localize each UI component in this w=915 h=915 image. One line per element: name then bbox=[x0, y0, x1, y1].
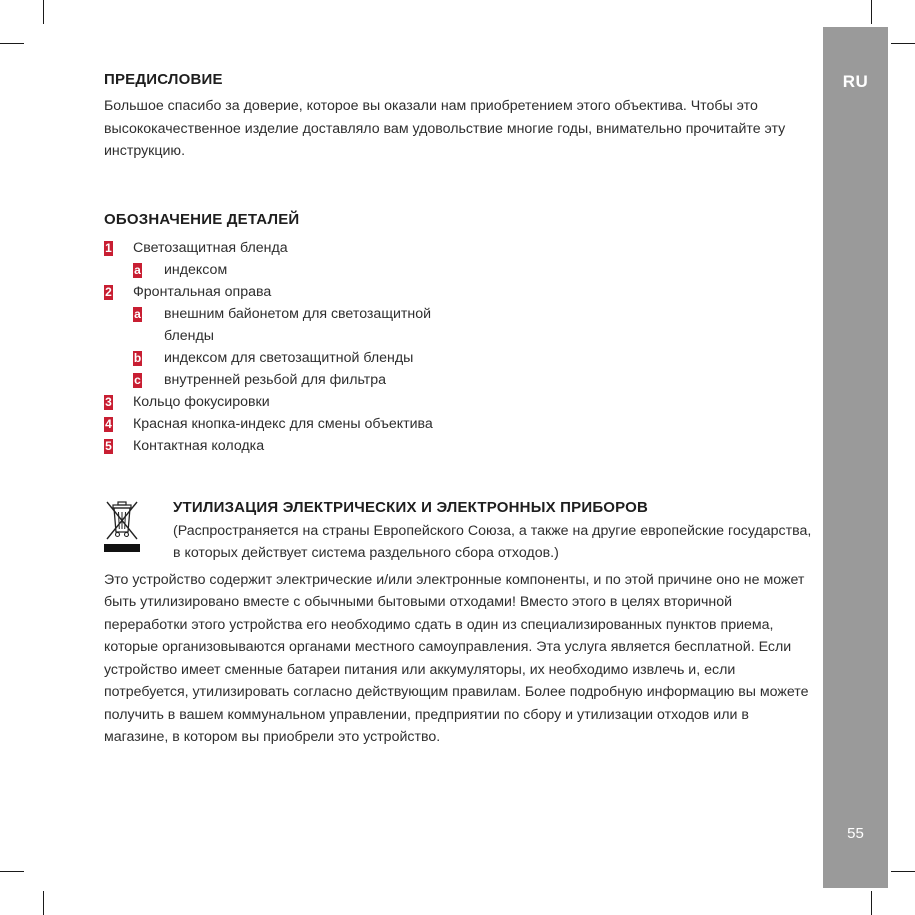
item-text: Кольцо фокусировки bbox=[133, 393, 270, 410]
crop-mark bbox=[871, 891, 872, 915]
item-text: Контактная колодка bbox=[133, 437, 265, 454]
parts-heading: ОБОЗНАЧЕНИЕ ДЕТАЛЕЙ bbox=[104, 210, 300, 228]
list-item bbox=[104, 435, 812, 457]
list-item bbox=[104, 391, 812, 413]
crop-mark bbox=[0, 871, 24, 872]
item-number-badge: 3 bbox=[105, 394, 112, 409]
disposal-heading: УТИЛИЗАЦИЯ ЭЛЕКТРИЧЕСКИХ И ЭЛЕКТРОННЫХ ПРИБОРОВ bbox=[173, 498, 649, 516]
list-subitem bbox=[104, 369, 812, 391]
list-item bbox=[104, 281, 812, 303]
parts-list bbox=[104, 237, 812, 457]
item-text: Красная кнопка-индекс для смены объектива bbox=[133, 415, 433, 432]
list-subitem bbox=[104, 347, 812, 369]
list-item bbox=[104, 413, 812, 435]
foreword-heading: ПРЕДИСЛОВИЕ bbox=[104, 71, 223, 88]
foreword-text: Большое спасибо за доверие, которое вы оказали нам приобретением этого объектива. Чтобы это высококачественное изделие доставляло вам удовольствие многие годы, внимательно прочитайте эту инструкцию. bbox=[104, 98, 786, 159]
item-letter-badge: b bbox=[133, 350, 142, 365]
item-text: индексом для светозащитной бленды bbox=[164, 349, 414, 366]
page-content bbox=[104, 71, 812, 749]
crop-mark bbox=[43, 891, 44, 915]
item-text: Светозащитная бленда bbox=[133, 239, 288, 256]
disposal-section bbox=[104, 499, 812, 563]
item-letter-badge: c bbox=[134, 372, 141, 387]
disposal-subtitle: (Распространяется на страны Европейского Союза, а также на другие европейские государства, в которых действует система раздельного сбора отходов.) bbox=[173, 522, 812, 561]
list-subitem bbox=[104, 259, 812, 281]
crop-mark bbox=[871, 0, 872, 24]
disposal-header bbox=[173, 499, 813, 564]
item-number-badge: 1 bbox=[105, 240, 112, 255]
item-number-badge: 5 bbox=[105, 438, 112, 453]
item-letter-badge: a bbox=[134, 262, 141, 277]
crop-mark bbox=[891, 43, 915, 44]
page-number: 55 bbox=[847, 825, 864, 842]
item-text: внешним байонетом для светозащитной бленды bbox=[164, 305, 432, 344]
crossed-out-wheelie-bin-icon bbox=[104, 499, 140, 555]
crop-mark bbox=[891, 871, 915, 872]
crop-mark bbox=[0, 43, 24, 44]
crop-mark bbox=[43, 0, 44, 24]
item-number-badge: 2 bbox=[105, 284, 112, 299]
item-text: индексом bbox=[164, 261, 228, 278]
item-letter-badge: a bbox=[134, 306, 141, 321]
list-item bbox=[104, 237, 812, 259]
item-text: внутренней резьбой для фильтра bbox=[164, 371, 387, 388]
item-number-badge: 4 bbox=[105, 416, 112, 431]
list-subitem bbox=[104, 303, 812, 347]
language-label: RU bbox=[842, 72, 869, 91]
item-text: Фронтальная оправа bbox=[133, 283, 272, 300]
disposal-body: Это устройство содержит электрические и/или электронные компоненты, и по этой причине оно не может быть утилизировано вместе с обычными бытовыми отходами! Вместо этого в целях вторичной переработки этого устройства его необходимо сдать в один из специализированных пунктов приема, которые организовываются органами местного самоуправления. Эта услуга является бесплатной. Если устройство имеет сменные батареи питания или аккумуляторы, их необходимо извлечь и, если потребуется, утилизировать согласно действующим правилам. Более подробную информацию вы можете получить в вашем коммунальном управлении, предприятии по сбору и утилизации отходов или в магазине, в котором вы приобрели это устройство. bbox=[104, 571, 809, 745]
language-side-tab bbox=[823, 27, 888, 888]
